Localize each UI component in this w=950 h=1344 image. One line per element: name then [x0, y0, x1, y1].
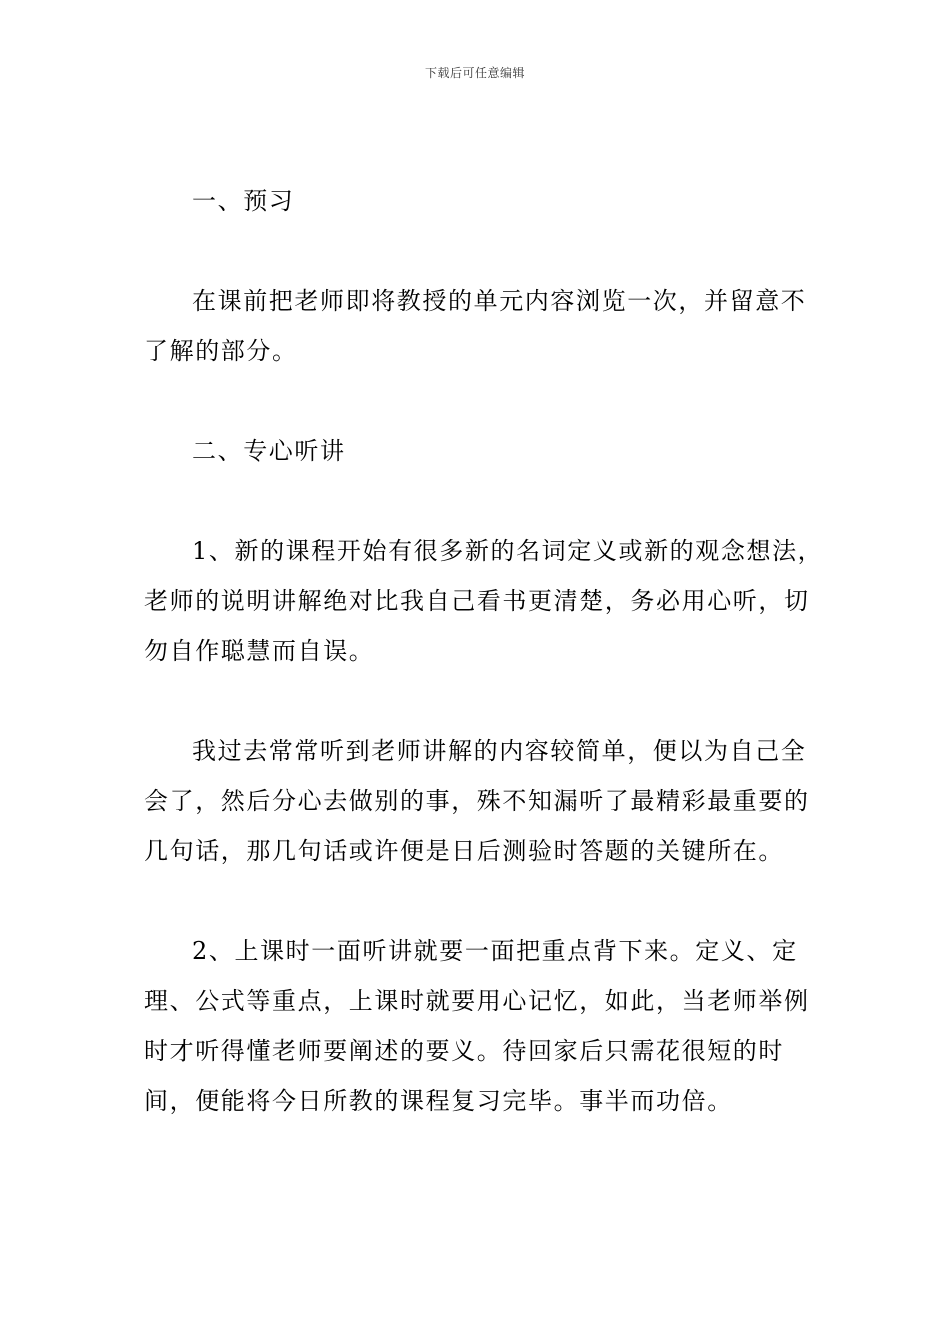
section-heading-preview: 一、预习	[192, 187, 295, 215]
page-header-note: 下载后可任意编辑	[424, 66, 525, 80]
paragraph-listening-experience: 我过去常常听到老师讲解的内容较简单，便以为自己全会了，然后分心去做别的事，殊不知漏听了最精彩最重要的几句话，那几句话或许便是日后测验时答题的关键所在。	[144, 737, 810, 865]
paragraph-listening-1: 1、新的课程开始有很多新的名词定义或新的观念想法，老师的说明讲解绝对比我自己看书更清楚，务必用心听，切勿自作聪慧而自误。	[144, 537, 824, 665]
paragraph-listening-2: 2、上课时一面听讲就要一面把重点背下来。定义、定理、公式等重点，上课时就要用心记忆，如此，当老师举例时才听得懂老师要阐述的要义。待回家后只需花很短的时间，便能将今日所教的课程复习完毕。事半而功倍。	[144, 937, 810, 1115]
paragraph-preview: 在课前把老师即将教授的单元内容浏览一次，并留意不了解的部分。	[144, 287, 807, 365]
section-heading-listening: 二、专心听讲	[192, 437, 346, 465]
document-body	[144, 176, 824, 1176]
